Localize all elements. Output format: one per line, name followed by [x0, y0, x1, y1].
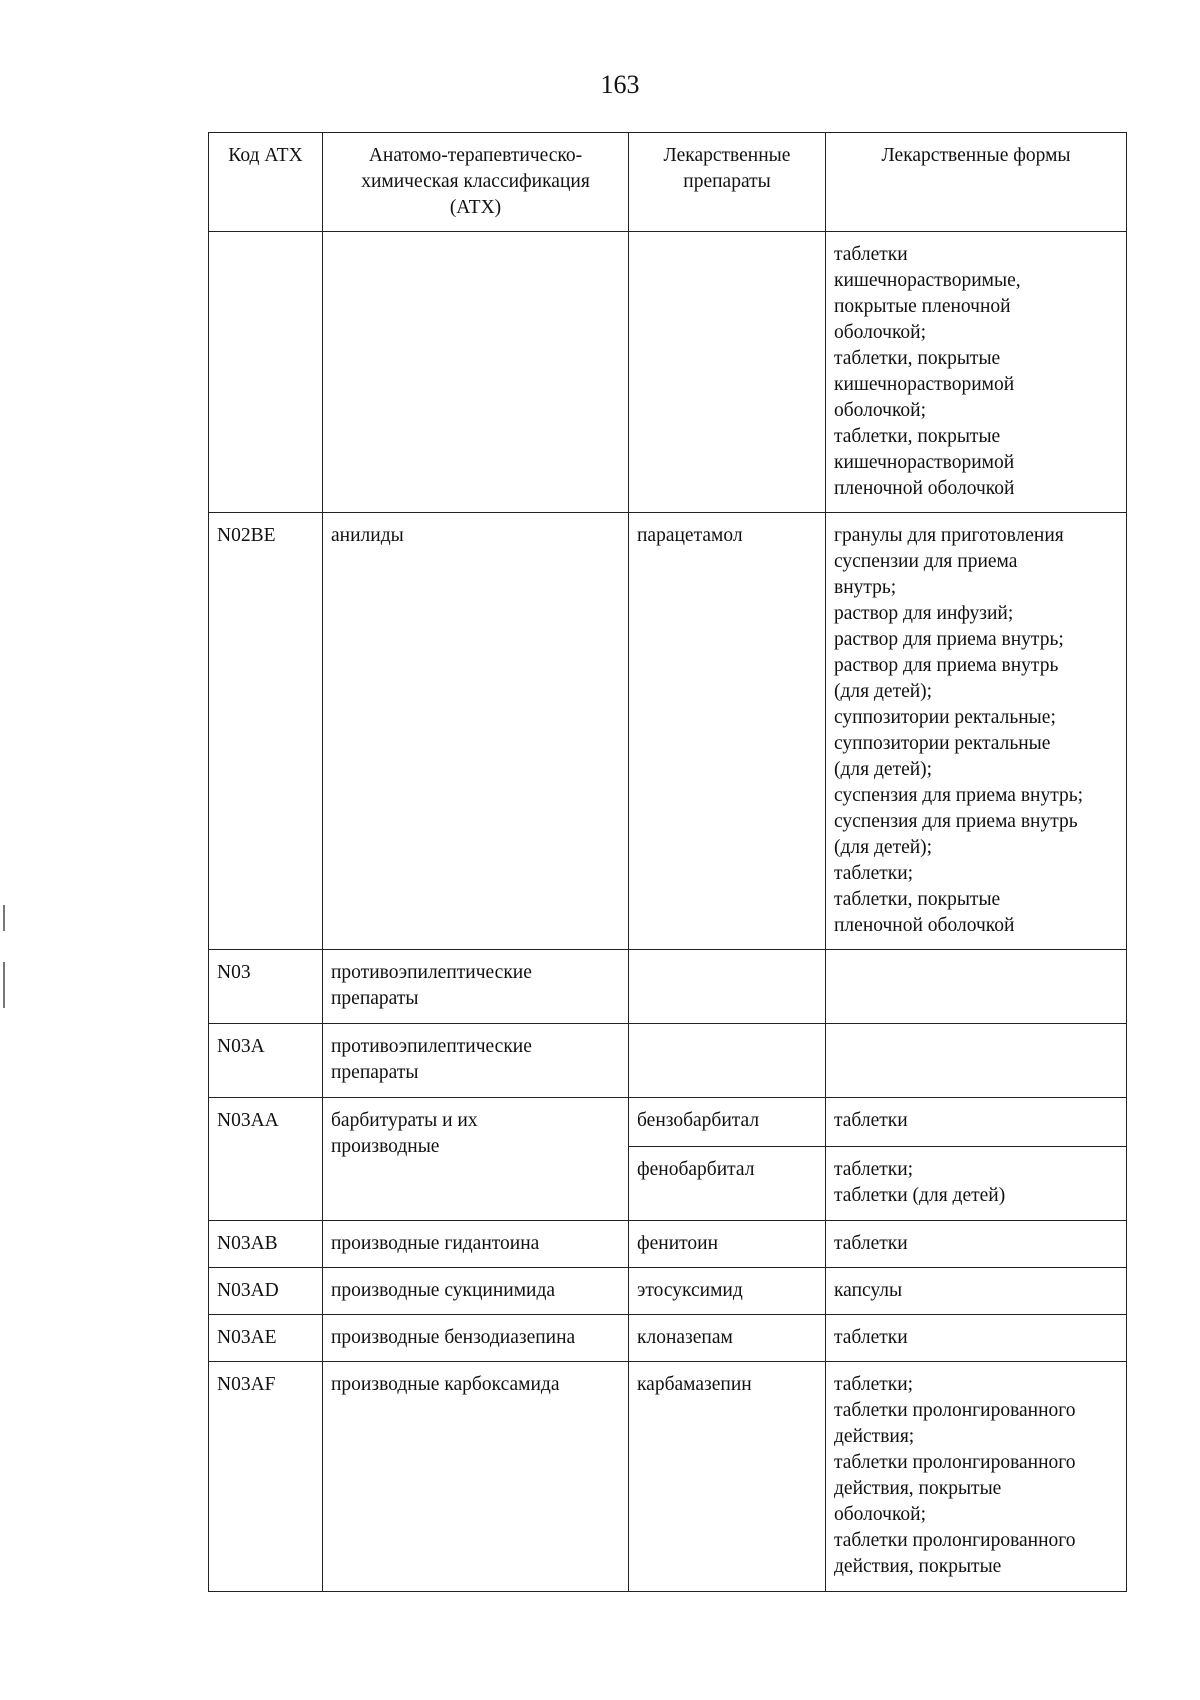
cell-atx-code: N03AE — [209, 1315, 323, 1362]
page-number: 163 — [600, 70, 640, 99]
cell-classification: производные гидантоина — [323, 1221, 629, 1268]
cell-classification: противоэпилептические препараты — [323, 1024, 629, 1098]
cell-drug: этосуксимид — [629, 1268, 826, 1315]
cell-drug — [629, 1024, 826, 1098]
cell-atx-code: N03AB — [209, 1221, 323, 1268]
cell-dosage-forms: гранулы для приготовления суспензии для приема внутрь; раствор для инфузий; раствор для приема внутрь; раствор для приема внутрь (для детей); суппозитории ректальные; суппозитории ректальные (для детей); суспензия для приема внутрь; суспензия для приема внутрь (для детей); таблетки; таблетки, покрытые пленочной оболочкой — [826, 513, 1127, 950]
header-drugs: Лекарственные препараты — [629, 133, 826, 232]
header-dosage-forms: Лекарственные формы — [826, 133, 1127, 232]
cell-atx-code: N02BE — [209, 513, 323, 950]
table-row — [209, 1098, 1127, 1147]
cell-classification: производные карбоксамида — [323, 1362, 629, 1592]
cell-atx-code: N03 — [209, 950, 323, 1024]
table-row — [209, 950, 1127, 1024]
cell-drug: фенобарбитал — [629, 1147, 826, 1221]
table-row — [209, 513, 1127, 950]
cell-atx-code: N03A — [209, 1024, 323, 1098]
scan-artifact-mark — [3, 962, 5, 1008]
table-row — [209, 1024, 1127, 1098]
cell-atx-code: N03AD — [209, 1268, 323, 1315]
cell-dosage-forms: таблетки — [826, 1221, 1127, 1268]
cell-dosage-forms: таблетки — [826, 1098, 1127, 1147]
cell-atx-code — [209, 232, 323, 513]
cell-dosage-forms: таблетки; таблетки (для детей) — [826, 1147, 1127, 1221]
cell-dosage-forms — [826, 1024, 1127, 1098]
cell-atx-code: N03AF — [209, 1362, 323, 1592]
table-row — [209, 1268, 1127, 1315]
table-row — [209, 1221, 1127, 1268]
cell-classification: анилиды — [323, 513, 629, 950]
atx-classification-table — [208, 132, 1127, 1592]
scan-artifact-mark — [3, 905, 5, 931]
cell-dosage-forms: таблетки кишечнорастворимые, покрытые пленочной оболочкой; таблетки, покрытые кишечнорастворимой оболочкой; таблетки, покрытые кишечнорастворимой пленочной оболочкой — [826, 232, 1127, 513]
cell-classification: производные сукцинимида — [323, 1268, 629, 1315]
cell-drug: парацетамол — [629, 513, 826, 950]
cell-atx-code: N03AA — [209, 1098, 323, 1221]
cell-dosage-forms — [826, 950, 1127, 1024]
header-atx-code: Код АТХ — [209, 133, 323, 232]
cell-classification — [323, 232, 629, 513]
cell-dosage-forms: таблетки — [826, 1315, 1127, 1362]
cell-drug: клоназепам — [629, 1315, 826, 1362]
cell-drug: бензобарбитал — [629, 1098, 826, 1147]
cell-drug — [629, 950, 826, 1024]
cell-dosage-forms: таблетки; таблетки пролонгированного действия; таблетки пролонгированного действия, покрытые оболочкой; таблетки пролонгированного действия, покрытые — [826, 1362, 1127, 1592]
header-atx-classification: Анатомо-терапевтическо- химическая классификация (АТХ) — [323, 133, 629, 232]
cell-drug: карбамазепин — [629, 1362, 826, 1592]
cell-classification: противоэпилептические препараты — [323, 950, 629, 1024]
cell-drug — [629, 232, 826, 513]
cell-classification: производные бензодиазепина — [323, 1315, 629, 1362]
cell-dosage-forms: капсулы — [826, 1268, 1127, 1315]
table-header-row — [209, 133, 1127, 232]
cell-drug: фенитоин — [629, 1221, 826, 1268]
table-row — [209, 232, 1127, 513]
cell-classification: барбитураты и их производные — [323, 1098, 629, 1221]
table-row — [209, 1315, 1127, 1362]
table-row — [209, 1362, 1127, 1592]
